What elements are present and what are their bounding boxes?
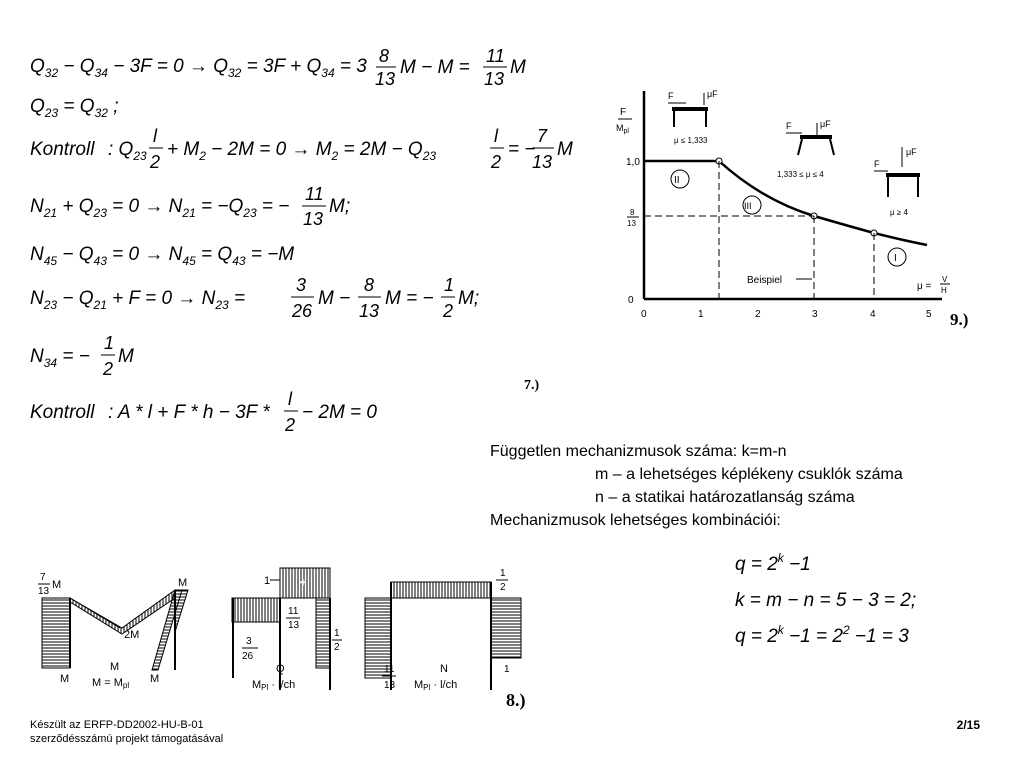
svg-text:11: 11 (288, 606, 299, 617)
svg-text:: Q23: : $Q_{23}$ (108, 139, 147, 163)
svg-text:F: F (874, 159, 880, 169)
formula-1 (735, 548, 895, 584)
chart-figure-9 (612, 85, 992, 340)
normal-title: N (440, 663, 448, 675)
shear-subtitle: MPl · l/ch (252, 679, 296, 692)
svg-text:2: 2 (491, 152, 502, 172)
svg-text:3: 3 (296, 275, 307, 295)
svg-text:− 2M = 0: − 2M = 0 (302, 402, 377, 423)
x-tick-2: 2 (755, 309, 761, 320)
svg-text:2: 2 (285, 415, 296, 435)
svg-text:F: F (786, 121, 792, 131)
svg-text:13: 13 (303, 209, 324, 229)
svg-text:26: 26 (242, 651, 254, 662)
svg-text:M: M (118, 346, 134, 367)
shear-diagram (232, 568, 342, 692)
svg-text:1: 1 (504, 664, 510, 675)
footer-credit (30, 718, 223, 746)
svg-text:M = −: M = − (385, 288, 434, 309)
svg-text:+ M2 − 2M = 0 → M2 = 2M − Q23: + $M_2 - 2M = 0 \to M_2 = 2M - Q_{23}$ (167, 139, 437, 163)
svg-text:: A * l + F * h − 3F *: : A * l + F * h − 3F * (108, 402, 270, 423)
equation-7-render (30, 330, 230, 384)
svg-text:M: M (60, 673, 70, 685)
svg-text:Q32 − Q34 − 3F = 0 → Q32 = 3F: $Q_{32} - Q_{34} - 3F = 0 \to Q_{32} = 3F + Q_{34} = 3$ (30, 56, 367, 80)
footer-line-1: Készült az ERFP-DD2002-HU-B-01 (30, 719, 204, 731)
svg-text:V: V (942, 275, 948, 284)
svg-text:1: 1 (104, 333, 115, 353)
page-number: 2/15 (956, 718, 980, 732)
svg-text:8: 8 (379, 46, 390, 66)
text-line-2: m – a lehetséges képlékeny csuklók száma (595, 466, 903, 483)
svg-text:M: M (178, 577, 188, 589)
svg-text:3: 3 (246, 636, 252, 647)
svg-text:2: 2 (150, 152, 161, 172)
formula-1-render (735, 548, 895, 578)
equation-8 (30, 388, 430, 450)
svg-text:13: 13 (384, 680, 396, 691)
moment-subtitle: M = Mpl (92, 677, 130, 690)
svg-text:N45 − Q43 = 0 → N45 = Q43 = −M: $N_{45} - Q_{43} = 0 \to N_{45} = Q_{43} = -M$ (30, 244, 295, 268)
svg-text:H: H (941, 286, 947, 295)
svg-text:μF: μF (707, 89, 718, 99)
frame-label-1: μ ≤ 1,333 (674, 136, 708, 145)
svg-text:1: 1 (334, 628, 340, 639)
equation-6 (30, 272, 510, 332)
equation-4 (30, 182, 410, 238)
x-tick-1: 1 (698, 309, 704, 320)
svg-text:2: 2 (500, 582, 506, 593)
svg-text:13: 13 (375, 69, 396, 89)
svg-text:k = m − n = 5 − 3 = 2;: k = m − n = 5 − 3 = 2; (735, 590, 917, 611)
svg-text:1: 1 (264, 575, 271, 587)
y-axis-label-denom: $M_{pl}$ (616, 123, 629, 135)
svg-text:l: l (288, 389, 292, 409)
figure-9-label: 9.) (950, 310, 969, 329)
equation-2-render (30, 92, 230, 122)
frame-label-2: 1,333 ≤ μ ≤ 4 (777, 170, 824, 179)
formula-2 (735, 584, 955, 620)
svg-text:26: 26 (292, 301, 313, 321)
svg-text:M −: M − (318, 288, 351, 309)
svg-text:= −: = − (508, 139, 536, 160)
x-tick-3: 3 (812, 309, 818, 320)
equation-6-render (30, 272, 510, 326)
svg-text:7: 7 (40, 572, 46, 583)
curve-label-III: III (744, 201, 752, 211)
mechanism-text (490, 440, 903, 532)
svg-text:13: 13 (484, 69, 505, 89)
text-line-4: Mechanizmusok lehetséges kombinációi: (490, 512, 781, 529)
figure-7-label: 7.) (524, 378, 540, 393)
shear-title: Q (276, 663, 285, 675)
figure-8-svg (30, 560, 540, 710)
svg-text:13: 13 (359, 301, 380, 321)
svg-text:l: l (494, 126, 498, 146)
equation-4-render (30, 182, 410, 232)
curve-label-I-circle (888, 248, 906, 266)
y-axis-label: F (620, 107, 627, 118)
curve-label-II: II (674, 175, 680, 186)
y-tick-frac-num: 8 (630, 208, 635, 217)
figure-8-diagrams (30, 560, 540, 715)
svg-text:2: 2 (103, 359, 114, 379)
equation-1-render (30, 42, 550, 90)
equation-1 (30, 42, 550, 96)
frame-sketch-3 (874, 147, 920, 217)
svg-text:11: 11 (486, 46, 505, 66)
x-tick-5: 5 (926, 309, 932, 320)
svg-text:M: M (52, 579, 62, 591)
y-tick-1: 1,0 (626, 157, 640, 168)
frame-label-3: μ ≥ 4 (890, 208, 908, 217)
equation-3 (30, 122, 590, 184)
svg-text:11: 11 (305, 184, 324, 204)
svg-text:q = 2k −1 = 22 −1 = 3: $q = 2^k -1 = 2^2 -1 = 3$ (735, 623, 909, 647)
x-tick-4: 4 (870, 309, 876, 320)
svg-text:8: 8 (364, 275, 375, 295)
svg-text:F: F (668, 91, 674, 101)
moment-diagram (38, 572, 188, 690)
x-tick-0: 0 (641, 309, 647, 320)
frame-sketch-1 (668, 89, 718, 145)
equation-8-render (30, 388, 430, 444)
svg-text:13: 13 (532, 152, 553, 172)
svg-text:+: + (300, 578, 306, 589)
formula-3-render (735, 618, 955, 650)
equation-5-render (30, 240, 410, 270)
svg-text:11: 11 (384, 664, 395, 675)
equation-5 (30, 240, 410, 276)
svg-text:M;: M; (458, 288, 480, 309)
svg-text:M − M =: M − M = (400, 57, 470, 78)
footer-line-2: szerződésszámú projekt támogatásával (30, 733, 224, 745)
y-tick-frac-den: 13 (627, 219, 636, 228)
formula-3 (735, 618, 955, 656)
svg-text:M: M (510, 57, 526, 78)
text-line-3: n – a statikai határozatlanság száma (595, 489, 855, 506)
svg-text:N34 = −: $N_{34}$ = − (30, 346, 90, 370)
svg-text:1: 1 (500, 568, 506, 579)
beispiel-label: Beispiel (747, 275, 783, 286)
moment-title: M (110, 661, 120, 673)
equation-3-render (30, 122, 590, 178)
equation-7 (30, 330, 230, 390)
svg-text:1: 1 (444, 275, 455, 295)
svg-text:13: 13 (38, 586, 50, 597)
normal-force-diagram (365, 568, 521, 692)
chart-9-svg (612, 85, 992, 335)
normal-subtitle: MPl · l/ch (414, 679, 458, 692)
moment-2M-label: 2M (124, 629, 140, 641)
svg-text:l: l (153, 126, 157, 146)
svg-text:M: M (557, 139, 573, 160)
svg-text:M: M (150, 673, 160, 685)
formula-2-render (735, 584, 955, 614)
svg-text:q = 2k −1: $q = 2^k -1$ (735, 551, 811, 575)
svg-text:7: 7 (537, 126, 548, 146)
svg-text:N23 − Q21 + F = 0 → N23 =: $N_{23} - Q_{21} + F = 0 \to N_{23}$ = (30, 288, 246, 312)
svg-text:13: 13 (288, 620, 300, 631)
x-axis-label: μ = (917, 281, 932, 292)
svg-text:N21 + Q23 = 0 → N21 = −Q23 = −: $N_{21} + Q_{23} = 0 \to N_{21} = -Q_{23}$ = − (30, 196, 290, 220)
svg-text:Kontroll: Kontroll (30, 139, 95, 160)
svg-text:μF: μF (820, 119, 831, 129)
svg-text:2: 2 (443, 301, 454, 321)
curve-label-I: I (894, 253, 897, 264)
svg-text:Q23 = Q32 ;: $Q_{23} = Q_{32}$ ; (30, 96, 119, 120)
figure-8-label: 8.) (506, 690, 526, 710)
svg-text:M;: M; (329, 196, 351, 217)
y-tick-0: 0 (628, 295, 634, 306)
svg-text:2: 2 (334, 642, 340, 653)
svg-text:μF: μF (906, 147, 917, 157)
svg-text:Kontroll: Kontroll (30, 402, 95, 423)
frame-sketch-2 (777, 119, 834, 179)
text-line-1: Független mechanizmusok száma: k=m-n (490, 443, 787, 460)
